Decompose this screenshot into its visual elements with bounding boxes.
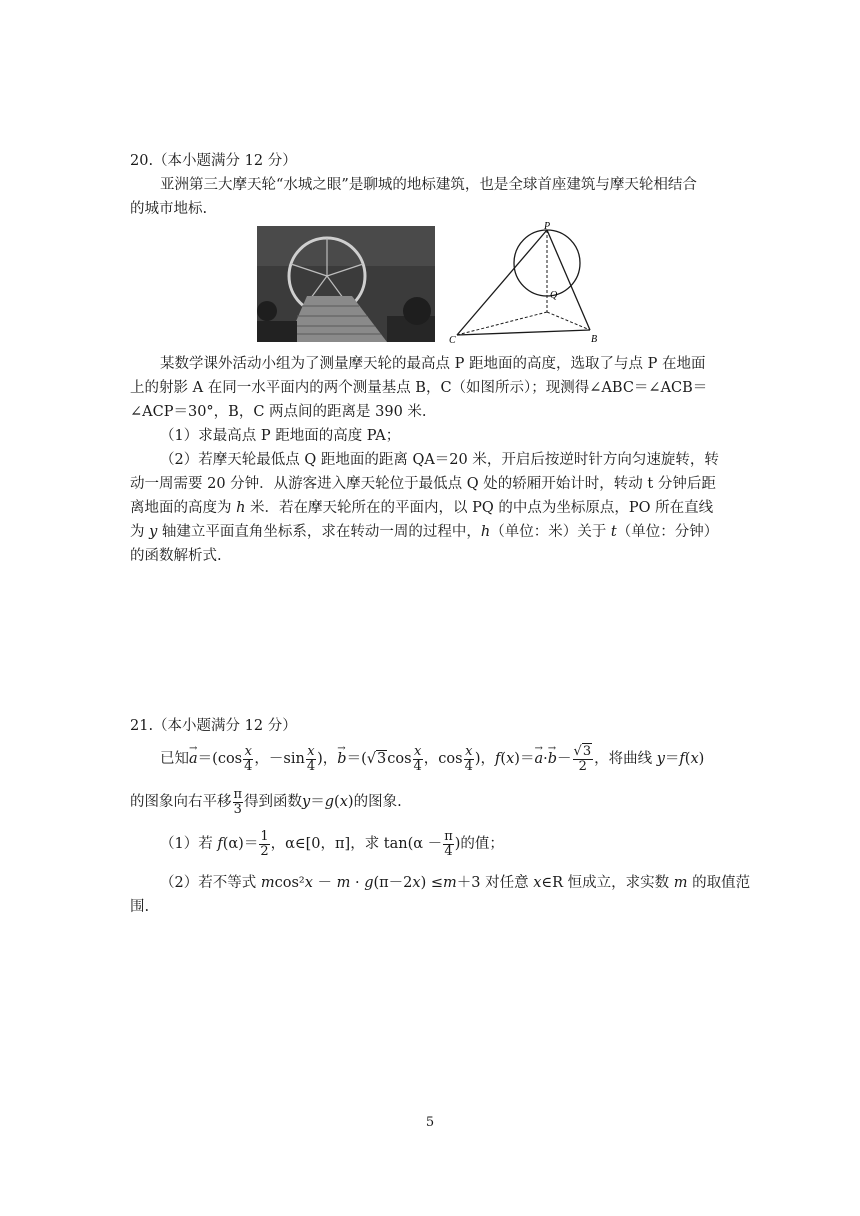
q20-sub2-line4: 为 y 轴建立平面直角坐标系，求在转动一周的过程中，h（单位：米）关于 t（单位：分钟）	[130, 524, 719, 540]
q20-sub2-line3: 离地面的高度为 h 米．若在摩天轮所在的平面内，以 PQ 的中点为坐标原点，PO 所在直线	[130, 500, 714, 516]
ferris-wheel-photo	[257, 226, 435, 342]
q20-intro-line2: 的城市地标.	[130, 201, 208, 217]
geometry-diagram	[445, 220, 610, 345]
q21-sub2-line1: （2）若不等式 mcos²x － m · g(π－2x) ≤m＋3 对任意 x∈R 恒成立，求实数 m 的取值范	[160, 875, 751, 891]
q20-sub2-line2: 动一周需要 20 分钟．从游客进入摩天轮位于最低点 Q 处的轿厢开始计时，转动 t 分钟后距	[130, 476, 716, 492]
q20-para1-line3: ∠ACP＝30°，B，C 两点间的距离是 390 米.	[130, 404, 427, 420]
q20-sub2-line1: （2）若摩天轮最低点 Q 距地面的距离 QA＝20 米，开启后按逆时针方向匀速旋转，转	[160, 452, 719, 468]
q20-para1-line1: 某数学课外活动小组为了测量摩天轮的最高点 P 距地面的高度，选取了与点 P 在地面	[160, 356, 706, 372]
label-b: B	[591, 334, 598, 345]
q21-sub2-line2: 围.	[130, 899, 150, 915]
page-number: 5	[425, 1115, 435, 1130]
pc-line	[457, 230, 547, 335]
q20-intro-line1: 亚洲第三大摩天轮“水城之眼”是聊城的地标建筑，也是全球首座建筑与摩天轮相结合	[160, 177, 697, 193]
q21-given-line: 已知→ a＝(cos $\frac{x}{4}$ ，－sin $\frac{x}{4}$ )，→ b＝(√3cos $\frac{x}{4}$ ，cos $\frac{x}{4}$ )，f(x)＝→ a·→ b－ $\frac{√3}{2}$ ，将曲线 y＝f(x)	[160, 741, 704, 777]
q21-sub1: （1）若 f(α)＝ $\frac{1}{2}$ ，α∈[0，π]，求 tan(α － $\frac{\pi}{4}$ )的值；	[160, 828, 504, 859]
q20-para1-line2: 上的射影 A 在同一水平面内的两个测量基点 B，C（如图所示）；现测得∠ABC＝∠ACB＝	[130, 380, 708, 396]
q21-header: 21.（本小题满分 12 分）	[130, 718, 297, 734]
q21-line2: 的图象向右平移 $\frac{\pi}{3}$ 得到函数y＝g(x)的图象.	[130, 786, 402, 817]
label-p: P	[544, 221, 551, 232]
label-c: C	[449, 335, 456, 345]
cb-line	[457, 330, 590, 335]
q20-sub2-line5: 的函数解析式.	[130, 548, 222, 564]
label-q: Q	[550, 290, 558, 301]
q20-header: 20.（本小题满分 12 分）	[130, 153, 297, 169]
q20-sub1: （1）求最高点 P 距地面的高度 PA；	[160, 428, 401, 444]
